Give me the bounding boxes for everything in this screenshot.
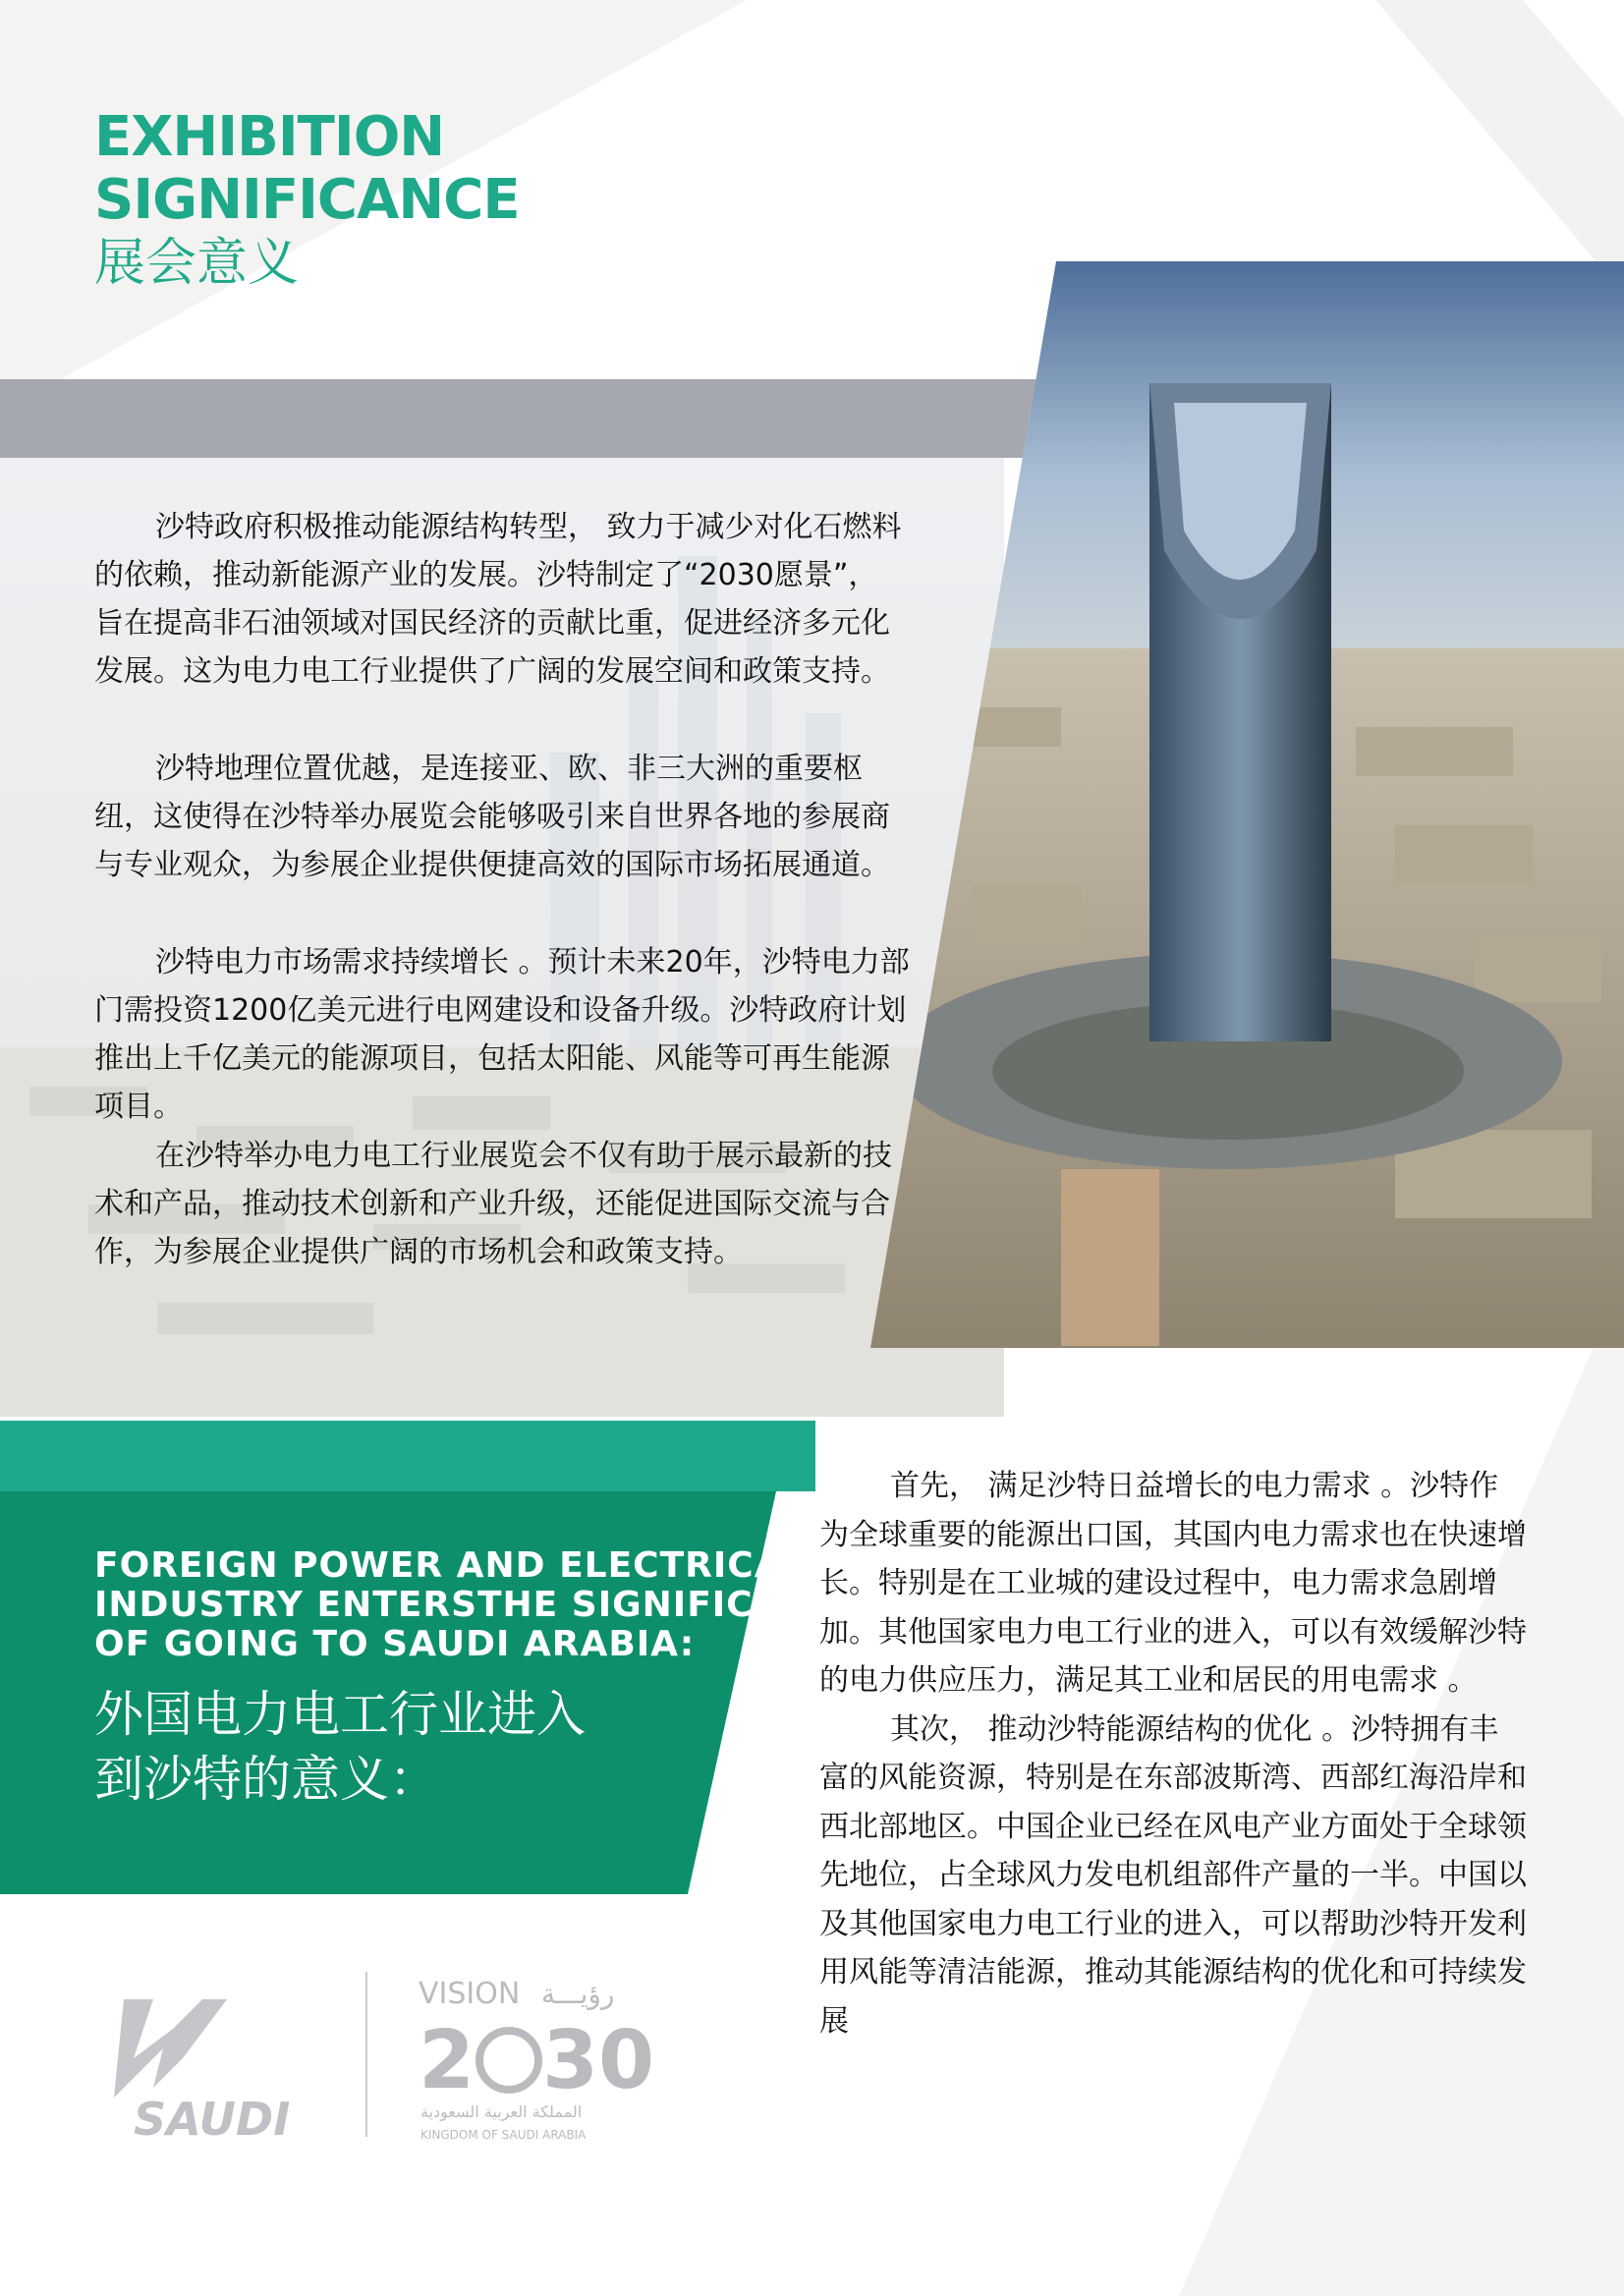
section2-title-en-line1: FOREIGN POWER AND ELECTRICAL bbox=[94, 1545, 807, 1586]
kingdom-en-text: KINGDOM OF SAUDI ARABIA bbox=[420, 2128, 587, 2142]
section2-title-en-line3: OF GOING TO SAUDI ARABIA: bbox=[94, 1624, 696, 1664]
vision-text: VISION bbox=[419, 1977, 521, 2011]
section2-title-zh bbox=[94, 1682, 586, 1812]
logo-divider bbox=[365, 1972, 367, 2137]
vision-2030-logo bbox=[419, 1970, 654, 2147]
section2-title-zh-line1: 外国电力电工行业进入 bbox=[94, 1686, 586, 1743]
section2-title-zh-line2: 到沙特的意义： bbox=[94, 1751, 438, 1808]
logo-area bbox=[94, 1970, 684, 2147]
right-paragraph-2: 其次， 推动沙特能源结构的优化 。沙特拥有丰富的风能资源，特别是在东部波斯湾、西部红海沿岸和西北部地区。中国企业已经在风电产业方面处于全球领先地位，占全球风力发电机组部件产量的一半。中国以及其他国家电力电工行业的进入，可以帮助沙特开发利用风能等清洁能源，推动其能源结构的优化和可持续发展 bbox=[819, 1711, 1527, 2039]
right-column bbox=[819, 1462, 1527, 2045]
title-en-line1: EXHIBITION bbox=[94, 105, 445, 169]
kingdom-arabic-text: المملكة العربية السعودية bbox=[420, 2102, 583, 2121]
left-paragraph-1: 沙特政府积极推动能源结构转型， 致力于减少对化石燃料的依赖，推动新能源产业的发展。沙特制定了“2030愿景”， 旨在提高非石油领域对国民经济的贡献比重，促进经济多元化发展。这为电力电工行业提供了广阔的发展空间和政策支持。 bbox=[94, 510, 902, 689]
vision-year-right: 30 bbox=[542, 2014, 654, 2107]
saudi-logo-text: SAUDI bbox=[134, 2093, 291, 2146]
vision-emblem-icon bbox=[479, 2031, 538, 2090]
section2-title-en-line2: INDUSTRY ENTERSTHE SIGNIFICANCE bbox=[94, 1585, 865, 1625]
left-paragraph-3: 沙特电力市场需求持续增长 。预计未来20年，沙特电力部门需投资1200亿美元进行电网建设和设备升级。沙特政府计划推出上千亿美元的能源项目，包括太阳能、风能等可再生能源项目。 bbox=[94, 945, 910, 1124]
right-paragraph-1: 首先， 满足沙特日益增长的电力需求 。沙特作为全球重要的能源出口国，其国内电力需求也在快速增长。特别是在工业城的建设过程中，电力需求急剧增加。其他国家电力电工行业的进入，可以有效缓解沙特的电力供应压力，满足其工业和居民的用电需求 。 bbox=[819, 1469, 1527, 1698]
vision-year-left: 2 bbox=[419, 2014, 476, 2107]
green-accent-band bbox=[0, 1421, 815, 1491]
left-paragraph-2: 沙特地理位置优越，是连接亚、欧、非三大洲的重要枢纽，这使得在沙特举办展览会能够吸引来自世界各地的参展商与专业观众，为参展企业提供便捷高效的国际市场拓展通道。 bbox=[94, 752, 890, 882]
left-paragraph-4: 在沙特举办电力电工行业展览会不仅有助于展示最新的技术和产品，推动技术创新和产业升级，还能促进国际交流与合作，为参展企业提供广阔的市场机会和政策支持。 bbox=[94, 1139, 892, 1269]
title-en-line2: SIGNIFICANCE bbox=[94, 168, 520, 232]
vision-arabic-text: رؤيـــة bbox=[541, 1978, 615, 2010]
section2-title-en bbox=[94, 1546, 865, 1664]
page-title-zh: 展会意义 bbox=[94, 234, 300, 293]
saudi-power-logo bbox=[94, 1989, 330, 2147]
